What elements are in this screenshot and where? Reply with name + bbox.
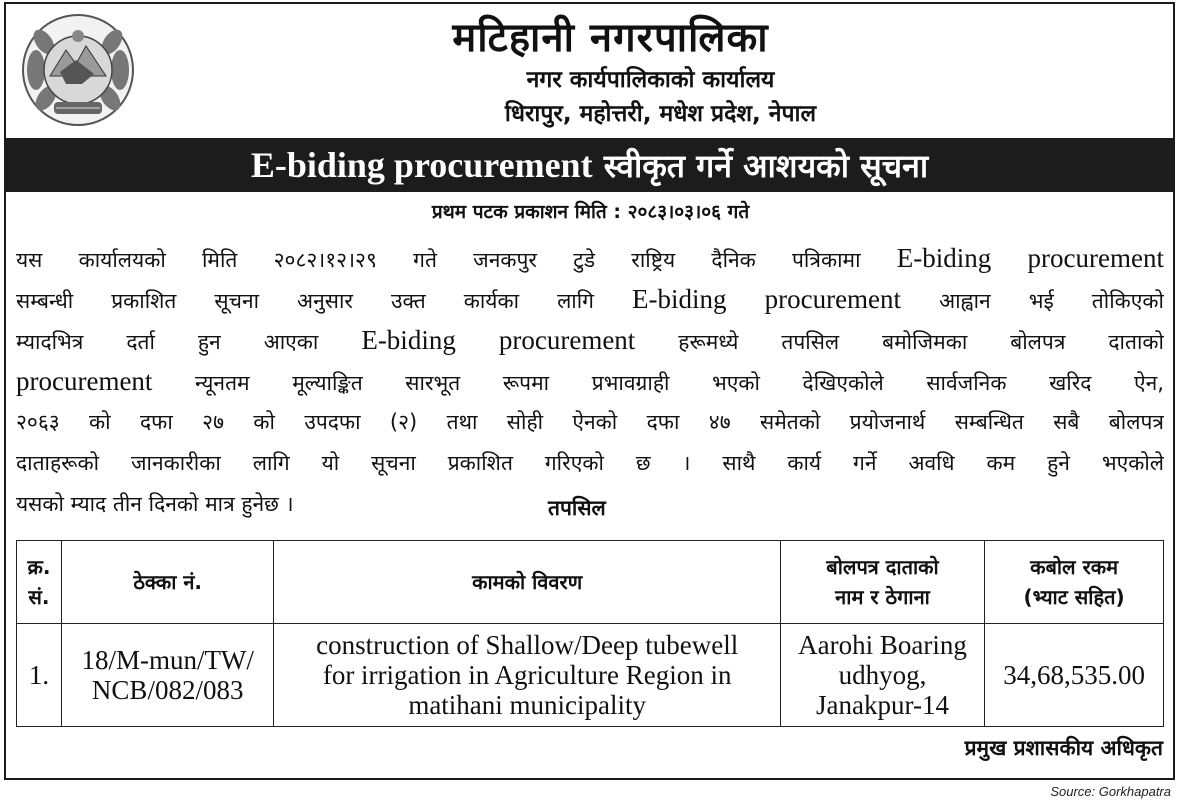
schedule-label: तपसिल — [548, 496, 606, 520]
body-text: हरूमध्ये तपसिल बमोजिमका बोलपत्र दाताको — [678, 330, 1164, 354]
body-line-7: यसको म्याद तीन दिनको मात्र हुनेछ । — [16, 492, 294, 516]
body-text: न्यूनतम मूल्याङ्कित सारभूत रूपमा प्रभावग्राही भएको देखिएकोले सार्वजनिक खरिद ऐन, — [195, 371, 1164, 395]
notice-body — [16, 238, 1164, 525]
body-text: E-biding procurement — [632, 284, 902, 314]
cell-contract-no: 18/M-mun/TW/ NCB/082/083 — [61, 624, 274, 727]
cell-description: construction of Shallow/Deep tubewell for irrigation in Agriculture Region in matihani municipality — [274, 624, 780, 727]
column-header-description: कामको विवरण — [274, 541, 780, 624]
source-credit: Source: Gorkhapatra — [1050, 784, 1171, 799]
body-line-4 — [16, 361, 1164, 402]
notice-title-banner — [6, 138, 1173, 192]
cell-bidder: Aarohi Boaring udhyog, Janakpur-14 — [780, 624, 984, 727]
organization-name: मटिहानी नगरपालिका — [452, 15, 769, 61]
banner-title-en: E-biding procurement — [250, 145, 593, 185]
body-text: आह्वान भई तोकिएको — [939, 289, 1164, 313]
column-header-sn: क्र. सं. — [17, 541, 62, 624]
body-line-3 — [16, 320, 1164, 361]
table-header-row — [17, 541, 1164, 624]
body-line-1 — [16, 238, 1164, 279]
body-line-6: दाताहरूको जानकारीका लागि यो सूचना प्रकाशित गरिएको छ । साथै कार्य गर्ने अवधि कम हुने भएकोले — [16, 451, 1164, 475]
cell-amount: 34,68,535.00 — [985, 624, 1164, 727]
body-text: E-biding procurement — [361, 325, 636, 355]
office-address: धिरापुर, महोत्तरी, मधेश प्रदेश, नेपाल — [504, 101, 817, 127]
cell-sn: 1. — [17, 624, 62, 727]
bid-table — [16, 540, 1164, 727]
body-text: E-biding procurement — [896, 243, 1164, 273]
publication-date: प्रथम पटक प्रकाशन मिति : २०८३।०३।०६ गते — [431, 201, 750, 223]
body-line-5: २०६३ को दफा २७ को उपदफा (२) तथा सोही ऐनको दफा ४७ समेतको प्रयोजनार्थ सम्बन्धित सबै बोलपत्र — [16, 410, 1164, 434]
column-header-contract: ठेक्का नं. — [61, 541, 274, 624]
body-text: सम्बन्धी प्रकाशित सूचना अनुसार उक्त कार्यका लागि — [16, 289, 595, 313]
table-row — [17, 624, 1164, 727]
column-header-bidder: बोलपत्र दाताको नाम र ठेगाना — [780, 541, 984, 624]
signatory-title: प्रमुख प्रशासकीय अधिकृत — [964, 736, 1163, 760]
body-text: procurement — [16, 366, 153, 396]
body-text: यस कार्यालयको मिति २०८२।१२।२९ गते जनकपुर टुडे राष्ट्रिय दैनिक पत्रिकामा — [16, 248, 861, 272]
body-line-2 — [16, 279, 1164, 320]
office-name: नगर कार्यपालिकाको कार्यालय — [526, 67, 775, 93]
banner-title-np: स्वीकृत गर्ने आशयको सूचना — [603, 147, 929, 185]
body-text: म्यादभित्र दर्ता हुन आएका — [16, 330, 319, 354]
column-header-amount: कबोल रकम (भ्याट सहित) — [985, 541, 1164, 624]
